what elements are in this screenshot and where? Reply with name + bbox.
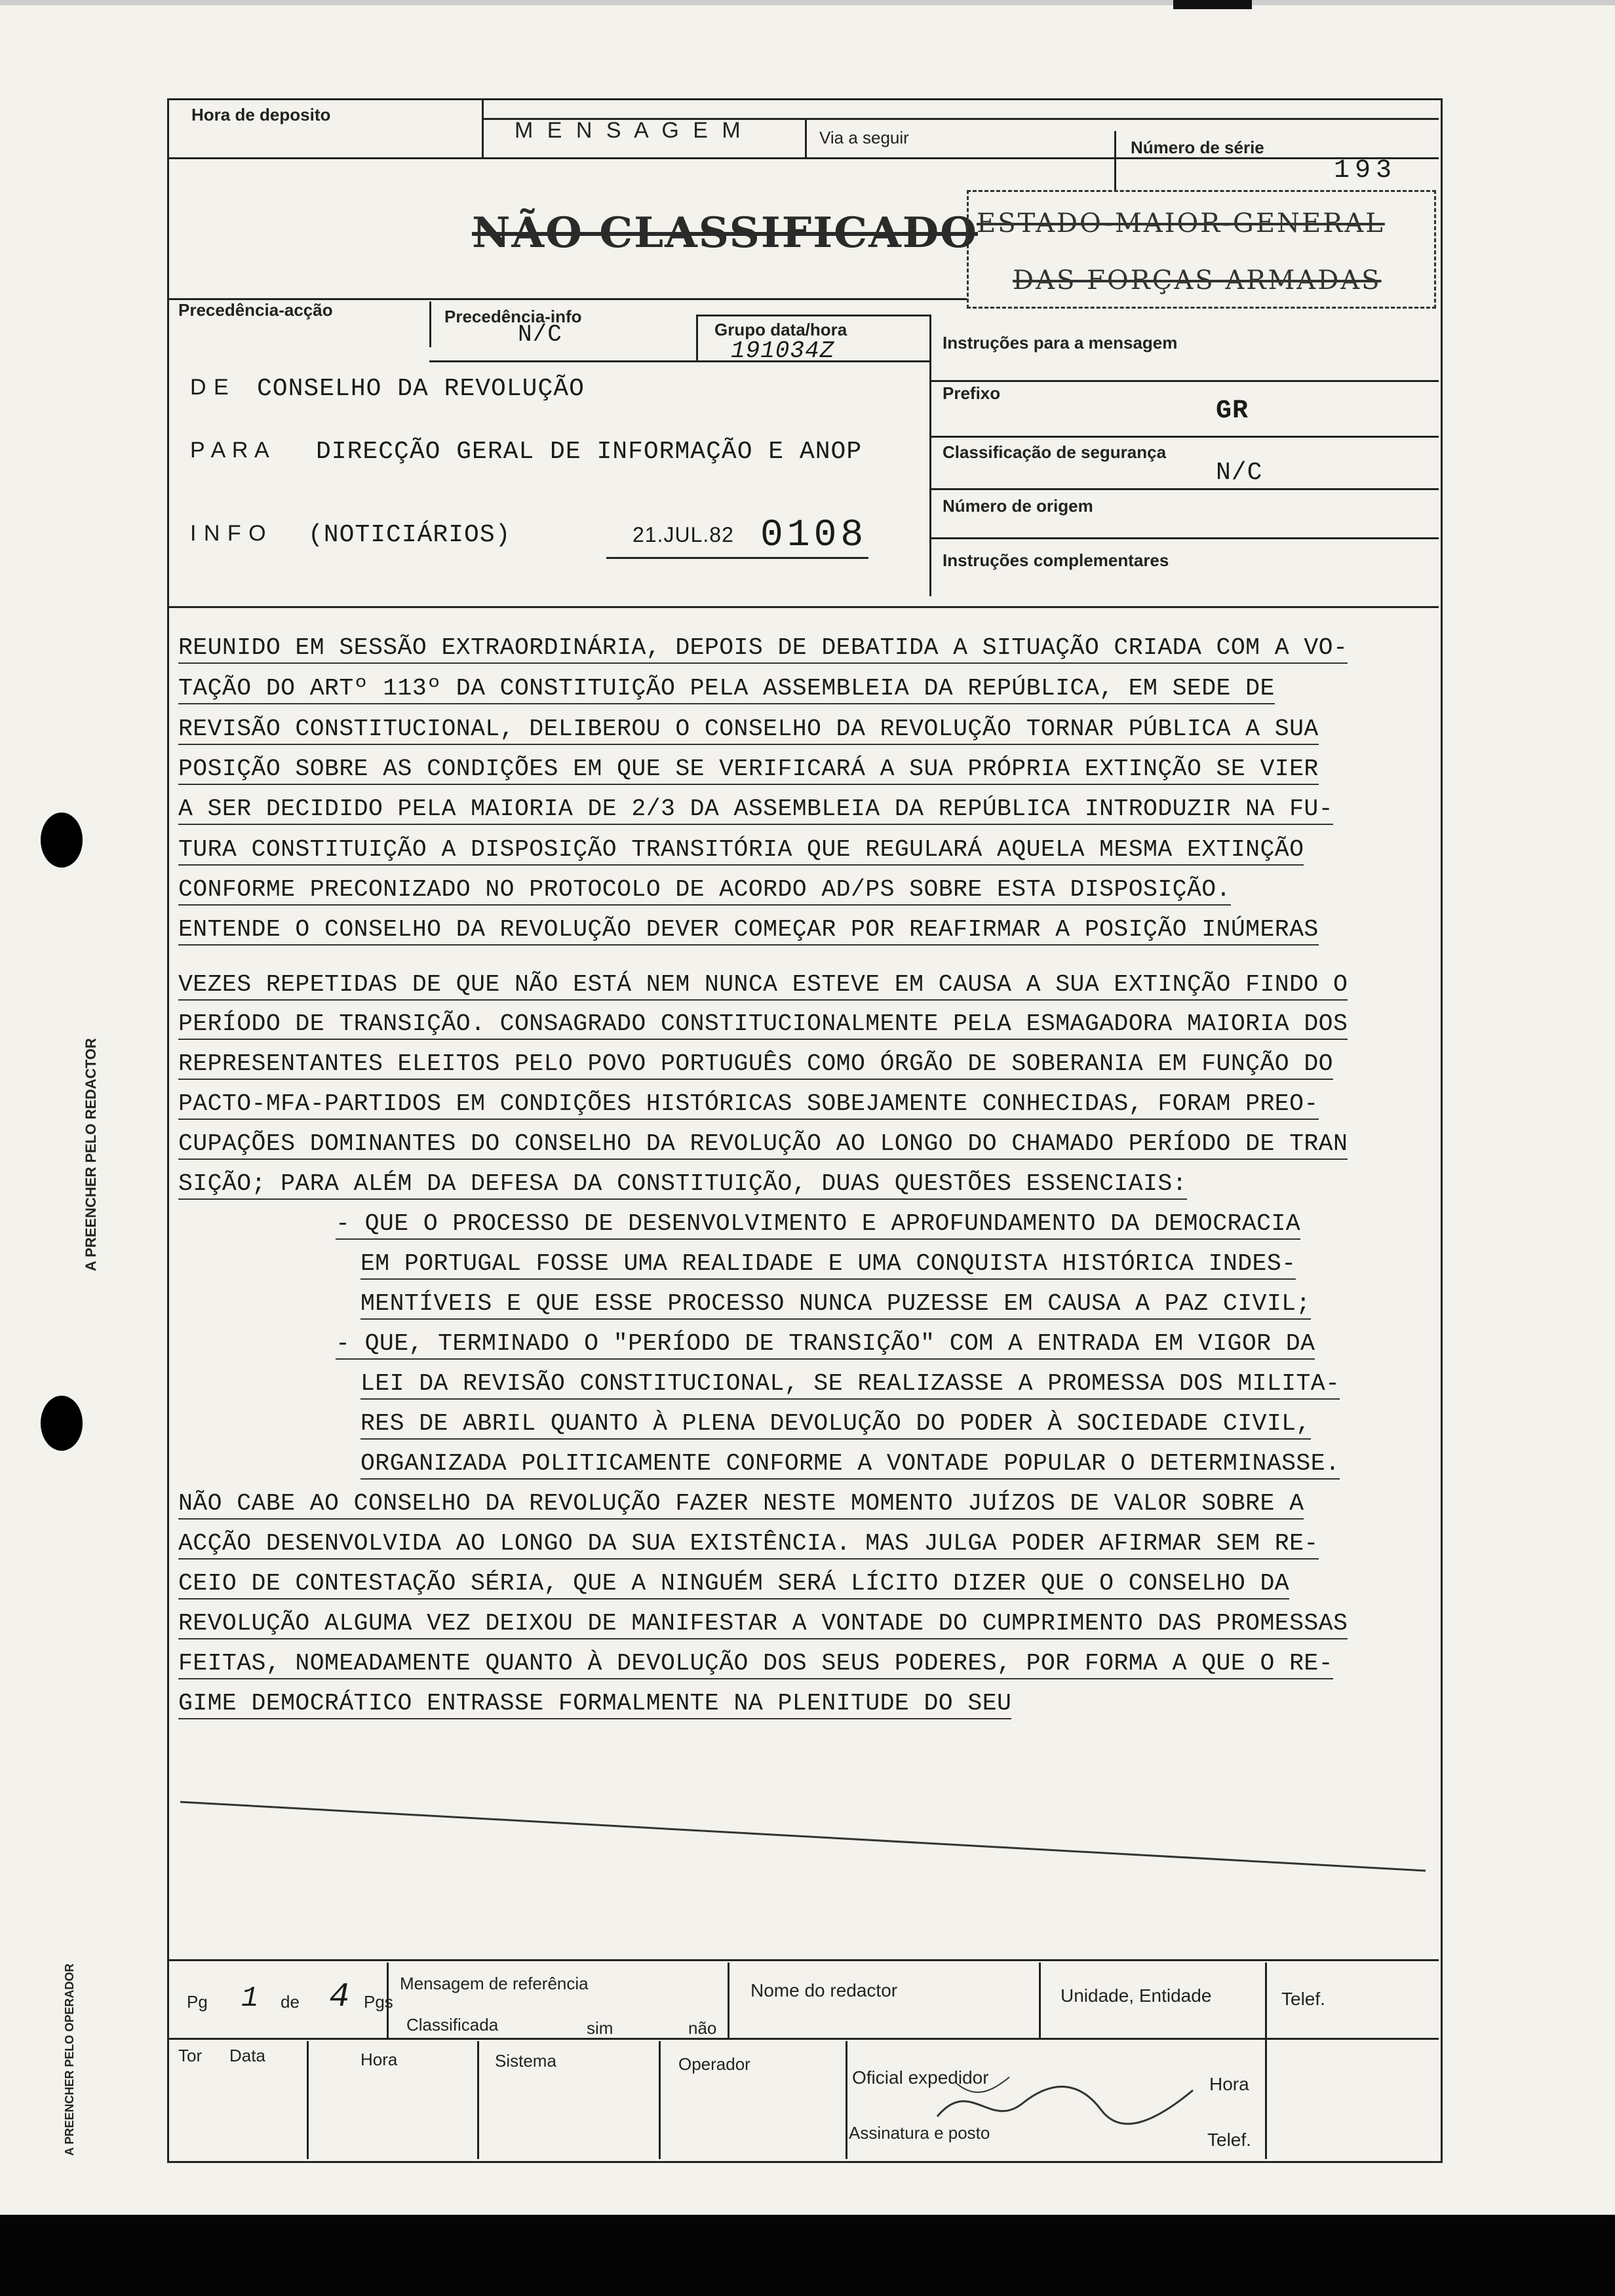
body-line: LEI DA REVISÃO CONSTITUCIONAL, SE REALIZASSE A PROMESSA DOS MILITA- (360, 1370, 1340, 1400)
redactor-label: Nome do redactor (750, 1980, 898, 2000)
precedencia-info-value: N/C (518, 321, 562, 348)
footer-divider-8 (846, 2041, 847, 2159)
classificada-label: Classificada (406, 2015, 499, 2035)
body-line: MENTÍVEIS E QUE ESSE PROCESSO NUNCA PUZESSE EM CAUSA A PAZ CIVIL; (360, 1290, 1311, 1320)
body-line: NÃO CABE AO CONSELHO DA REVOLUÇÃO FAZER NESTE MOMENTO JUÍZOS DE VALOR SOBRE A (178, 1490, 1304, 1520)
de-value: CONSELHO DA REVOLUÇÃO (257, 375, 585, 403)
body-line: GIME DEMOCRÁTICO ENTRASSE FORMALMENTE NA PLENITUDE DO SEU (178, 1690, 1011, 1719)
body-line: - QUE, TERMINADO O "PERÍODO DE TRANSIÇÃO" COM A ENTRADA EM VIGOR DA (336, 1330, 1315, 1360)
para-label: P A R A (190, 438, 270, 463)
grupo-label: Grupo data/hora (714, 320, 847, 339)
body-line: SIÇÃO; PARA ALÉM DA DEFESA DA CONSTITUIÇÃO, DUAS QUESTÕES ESSENCIAIS: (178, 1170, 1187, 1200)
info-label: I N F O (190, 521, 267, 546)
grupo-box-bottom (429, 360, 929, 362)
pg-value: 1 (241, 1982, 260, 2015)
body-line: PERÍODO DE TRANSIÇÃO. CONSAGRADO CONSTITUCIONALMENTE PELA ESMAGADORA MAIORIA DOS (178, 1010, 1348, 1040)
serie-label: Número de série (1131, 138, 1264, 157)
footer-top-line (167, 1959, 1439, 1961)
body-line: REUNIDO EM SESSÃO EXTRAORDINÁRIA, DEPOIS DE DEBATIDA A SITUAÇÃO CRIADA COM A VO- (178, 634, 1348, 664)
body-line: FEITAS, NOMEADAMENTE QUANTO À DEVOLUÇÃO DOS SEUS PODERES, POR FORMA A QUE O RE- (178, 1650, 1333, 1679)
hora2-label: Hora (1209, 2074, 1249, 2094)
hora-label: Hora (360, 2050, 398, 2069)
origem-line (929, 488, 1439, 490)
telef2-label: Telef. (1207, 2130, 1251, 2150)
date-underline (606, 557, 868, 559)
data-label: Data (229, 2046, 265, 2065)
info-value: (NOTICIÁRIOS) (308, 521, 511, 549)
assinatura-label: Assinatura e posto (849, 2123, 990, 2143)
body-line: CONFORME PRECONIZADO NO PROTOCOLO DE ACORDO AD/PS SOBRE ESTA DISPOSIÇÃO. (178, 876, 1231, 906)
footer-divider-6 (477, 2041, 479, 2159)
header-divider-2 (805, 118, 807, 159)
grupo-box-top (696, 315, 929, 316)
footer-divider-4 (1265, 1962, 1267, 2159)
complementares-label: Instruções complementares (943, 550, 1169, 570)
body-line: - QUE O PROCESSO DE DESENVOLVIMENTO E APROFUNDAMENTO DA DEMOCRACIA (336, 1210, 1300, 1240)
side-label-redactor: A PREENCHER PELO REDACTOR (83, 1038, 99, 1271)
precedence-divider-3 (929, 315, 931, 596)
body-line: REVOLUÇÃO ALGUMA VEZ DEIXOU DE MANIFESTAR A VONTADE DO CUMPRIMENTO DAS PROMESSAS (178, 1610, 1348, 1639)
scan-mark (1173, 0, 1252, 9)
prefixo-line (929, 380, 1439, 382)
origem-label: Número de origem (943, 496, 1093, 516)
footer-divider-2 (728, 1962, 730, 2038)
pg-label: Pg (187, 1992, 208, 2012)
body-line: TAÇÃO DO ARTº 113º DA CONSTITUIÇÃO PELA ASSEMBLEIA DA REPÚBLICA, EM SEDE DE (178, 675, 1275, 704)
body-line: ORGANIZADA POLITICAMENTE CONFORME A VONTADE POPULAR O DETERMINASSE. (360, 1450, 1340, 1480)
grupo-value: 191034Z (731, 337, 835, 364)
body-line: A SER DECIDIDO PELA MAIORIA DE 2/3 DA ASSEMBLEIA DA REPÚBLICA INTRODUZIR NA FU- (178, 795, 1333, 825)
body-line: RES DE ABRIL QUANTO À PLENA DEVOLUÇÃO DO PODER À SOCIEDADE CIVIL, (360, 1410, 1311, 1440)
header-divider-3 (1114, 131, 1116, 190)
punch-hole-top (41, 813, 83, 868)
body-line: EM PORTUGAL FOSSE UMA REALIDADE E UMA CONQUISTA HISTÓRICA INDES- (360, 1250, 1296, 1280)
side-label-operador: A PREENCHER PELO OPERADOR (63, 1963, 76, 2156)
prefixo-value: GR (1216, 396, 1249, 426)
operador-label: Operador (678, 2054, 750, 2074)
precedence-divider-1 (429, 301, 431, 347)
pgs-label: Pgs (364, 1992, 393, 2012)
estado-maior-stamp-line1: ESTADO-MAIOR-GENERAL (977, 208, 1385, 239)
end-of-text-line (167, 1795, 1439, 1887)
telef-label: Telef. (1281, 1989, 1325, 2009)
punch-hole-bottom (41, 1396, 83, 1451)
hora-deposito-label: Hora de deposito (191, 105, 331, 124)
precedencia-accao-label: Precedência-acção (178, 300, 333, 320)
footer-divider-5 (307, 2041, 309, 2159)
body-line: CUPAÇÕES DOMINANTES DO CONSELHO DA REVOLUÇÃO AO LONGO DO CHAMADO PERÍODO DE TRAN (178, 1130, 1348, 1160)
body-line: REPRESENTANTES ELEITOS PELO POVO PORTUGUÊS COMO ÓRGÃO DE SOBERANIA EM FUNÇÃO DO (178, 1050, 1333, 1080)
body-line: ENTENDE O CONSELHO DA REVOLUÇÃO DEVER COMEÇAR POR REAFIRMAR A POSIÇÃO INÚMERAS (178, 916, 1319, 946)
header-divider-1 (482, 98, 484, 159)
body-line: REVISÃO CONSTITUCIONAL, DELIBEROU O CONSELHO DA REVOLUÇÃO TORNAR PÚBLICA A SUA (178, 716, 1319, 745)
scan-edge-top (0, 0, 1615, 5)
tor-label: Tor (178, 2046, 203, 2065)
body-line: POSIÇÃO SOBRE AS CONDIÇÕES EM QUE SE VERIFICARÁ A SUA PRÓPRIA EXTINÇÃO SE VIER (178, 756, 1319, 785)
oficial-label: Oficial expedidor (852, 2067, 989, 2088)
classificacao-value: N/C (1216, 459, 1263, 487)
scan-edge-bottom (0, 2215, 1615, 2296)
via-seguir-label: Via a seguir (819, 128, 909, 147)
prefixo-label: Prefixo (943, 383, 1001, 403)
classification-stamp: NÃO CLASSIFICADO (472, 208, 978, 258)
unidade-label: Unidade, Entidade (1060, 1985, 1212, 2006)
para-value: DIRECÇÃO GERAL DE INFORMAÇÃO E ANOP (316, 438, 863, 466)
body-line: PACTO-MFA-PARTIDOS EM CONDIÇÕES HISTÓRICAS SOBEJAMENTE CONHECIDAS, FORAM PREO- (178, 1090, 1319, 1120)
classificacao-top-line (929, 436, 1439, 438)
body-line: VEZES REPETIDAS DE QUE NÃO ESTÁ NEM NUNCA ESTEVE EM CAUSA A SUA EXTINÇÃO FINDO O (178, 971, 1348, 1001)
sim-label: sim (587, 2018, 613, 2038)
de-of-label: de (281, 1992, 300, 2012)
body-line: TURA CONSTITUIÇÃO A DISPOSIÇÃO TRANSITÓRIA QUE REGULARÁ AQUELA MESMA EXTINÇÃO (178, 836, 1304, 866)
precedence-divider-2 (696, 315, 698, 360)
body-line: CEIO DE CONTESTAÇÃO SÉRIA, QUE A NINGUÉM SERÁ LÍCITO DIZER QUE O CONSELHO DA (178, 1570, 1289, 1599)
handwritten-signature (931, 2064, 1206, 2136)
ref-label: Mensagem de referência (400, 1974, 589, 1993)
pg-total: 4 (329, 1978, 351, 2016)
body-line: ACÇÃO DESENVOLVIDA AO LONGO DA SUA EXISTÊNCIA. MAS JULGA PODER AFIRMAR SEM RE- (178, 1530, 1319, 1559)
body-top-line (167, 606, 1439, 608)
estado-maior-stamp-line2: DAS FORÇAS ARMADAS (1013, 265, 1382, 296)
message-date: 21.JUL.82 (632, 523, 734, 546)
serie-value: 193 (1334, 156, 1397, 185)
precedencia-info-label: Precedência-info (444, 307, 582, 326)
de-label: D E (190, 375, 229, 400)
complementares-line (929, 537, 1439, 539)
footer-divider-7 (659, 2041, 661, 2159)
footer-divider-3 (1039, 1962, 1041, 2038)
message-number: 0108 (760, 514, 868, 557)
message-title: M E N S A G E M (515, 118, 745, 143)
classificacao-label: Classificação de segurança (943, 442, 1167, 462)
nao-label: não (688, 2018, 717, 2038)
instrucoes-label: Instruções para a mensagem (943, 333, 1178, 353)
sistema-label: Sistema (495, 2051, 556, 2071)
footer-middle-line (167, 2038, 1439, 2040)
